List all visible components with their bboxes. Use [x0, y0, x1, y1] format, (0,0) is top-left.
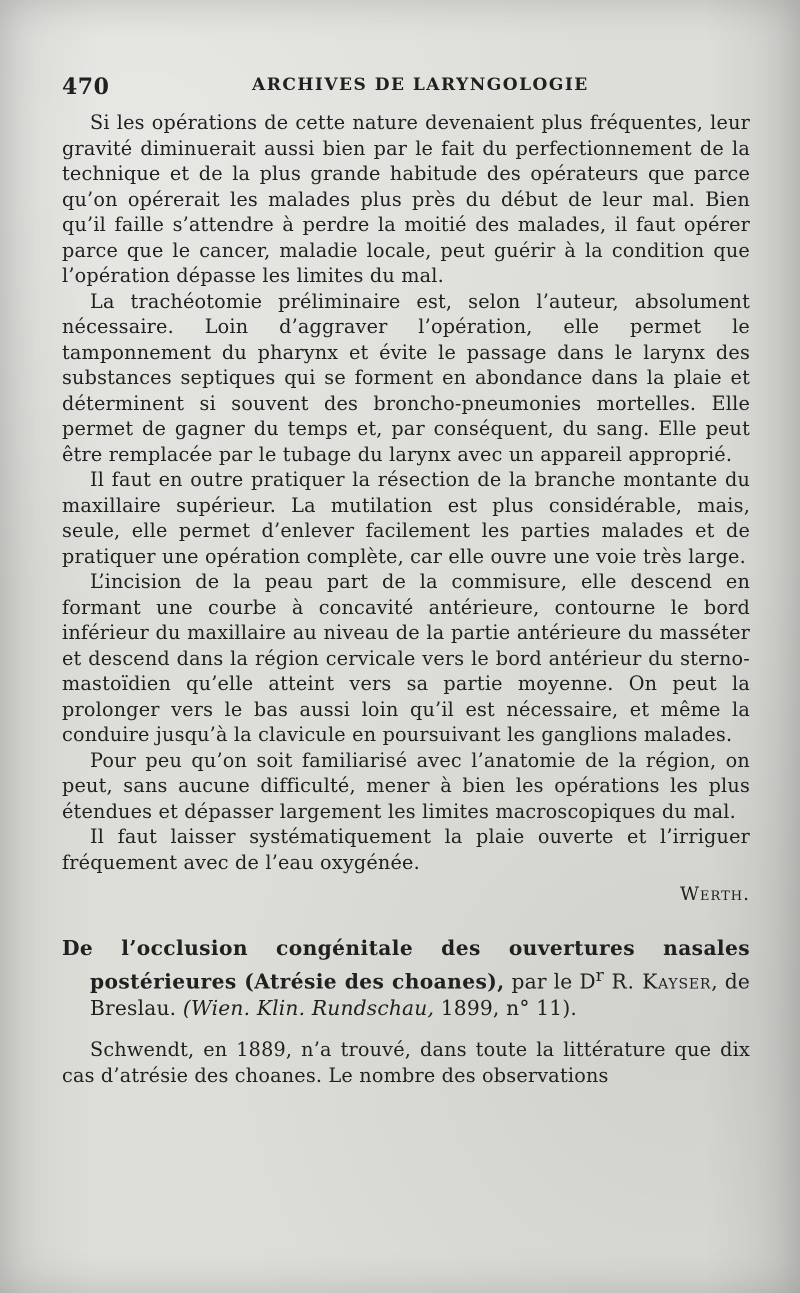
review-place: , de Breslau.	[90, 969, 751, 1021]
review-doctor-superscript: r	[595, 964, 604, 985]
review-heading	[62, 935, 750, 1023]
page-header	[62, 68, 755, 102]
review-author: R. Kayser	[603, 969, 712, 994]
paragraph-6: Il faut laisser systématiquement la plaie ouverte et l’irriguer fréquement avec de l’eau oxygénée.	[62, 825, 750, 874]
page-number: 470	[62, 74, 110, 100]
paragraph-1: Si les opérations de cette nature devenaient plus fréquentes, leur gravité diminuerait aussi bien par le fait du perfectionnement de la technique et de la plus grande habitude des opérateurs que parce qu’on opérerait les malades plus près du début de leur mal. Bien qu’il faille s’attendre à perdre la moitié des malades, il faut opérer parce que le cancer, maladie locale, peut guérir à la condition que l’opération dépasse les limites du mal.	[62, 111, 750, 287]
paragraph-3: Il faut en outre pratiquer la résection de la branche montante du maxillaire supérieur. La mutilation est plus considérable, mais, seule, elle permet d’enlever facilement les parties malades et de pratiquer une opération complète, car elle ouvre une voie très large.	[62, 468, 750, 568]
review-title: De l’occlusion congénitale des ouvertures nasales postérieures (Atrésie des choanes),	[62, 935, 750, 994]
paragraph-5: Pour peu qu’on soit familiarisé avec l’anatomie de la région, on peut, sans aucune difficulté, mener à bien les opérations les plus étendues et dépasser largement les limites macroscopiques du mal.	[62, 748, 750, 823]
review-source: (Wien. Klin. Rundschau,	[182, 996, 435, 1021]
running-title: ARCHIVES DE LARYNGOLOGIE	[252, 75, 589, 95]
paragraph-4: L’incision de la peau part de la commisure, elle descend en formant une courbe à concavité antérieure, contourne le bord inférieur du maxillaire au niveau de la partie antérieure du masséter et descend dans la région cervicale vers le bord antérieur du sterno-mastoïdien qu’elle atteint vers sa partie moyenne. On peut la prolonger vers le bas aussi loin qu’il est nécessaire, et même la conduire jusqu’à la clavicule en poursuivant les ganglions malades.	[62, 570, 750, 746]
final-paragraph: Schwendt, en 1889, n’a trouvé, dans toute la littérature que dix cas d’atrésie des choanes. Le nombre des observations	[62, 1038, 750, 1087]
review-by: par le D	[504, 969, 596, 994]
paragraph-2: La trachéotomie préliminaire est, selon l’auteur, absolument nécessaire. Loin d’aggraver l’opération, elle permet le tamponnement du pharynx et évite le passage dans le larynx des substances septiques qui se forment en abondance dans la plaie et déterminent si souvent des broncho-pneumonies mortelles. Elle permet de gagner du temps et, par conséquent, du sang. Elle peut être remplacée par le tubage du larynx avec un appareil approprié.	[62, 289, 750, 466]
paragraph-spacer	[62, 1022, 750, 1037]
signature: Werth.	[680, 884, 750, 905]
article-text	[62, 110, 750, 1088]
review-source-tail: 1899, n° 11).	[434, 996, 578, 1021]
